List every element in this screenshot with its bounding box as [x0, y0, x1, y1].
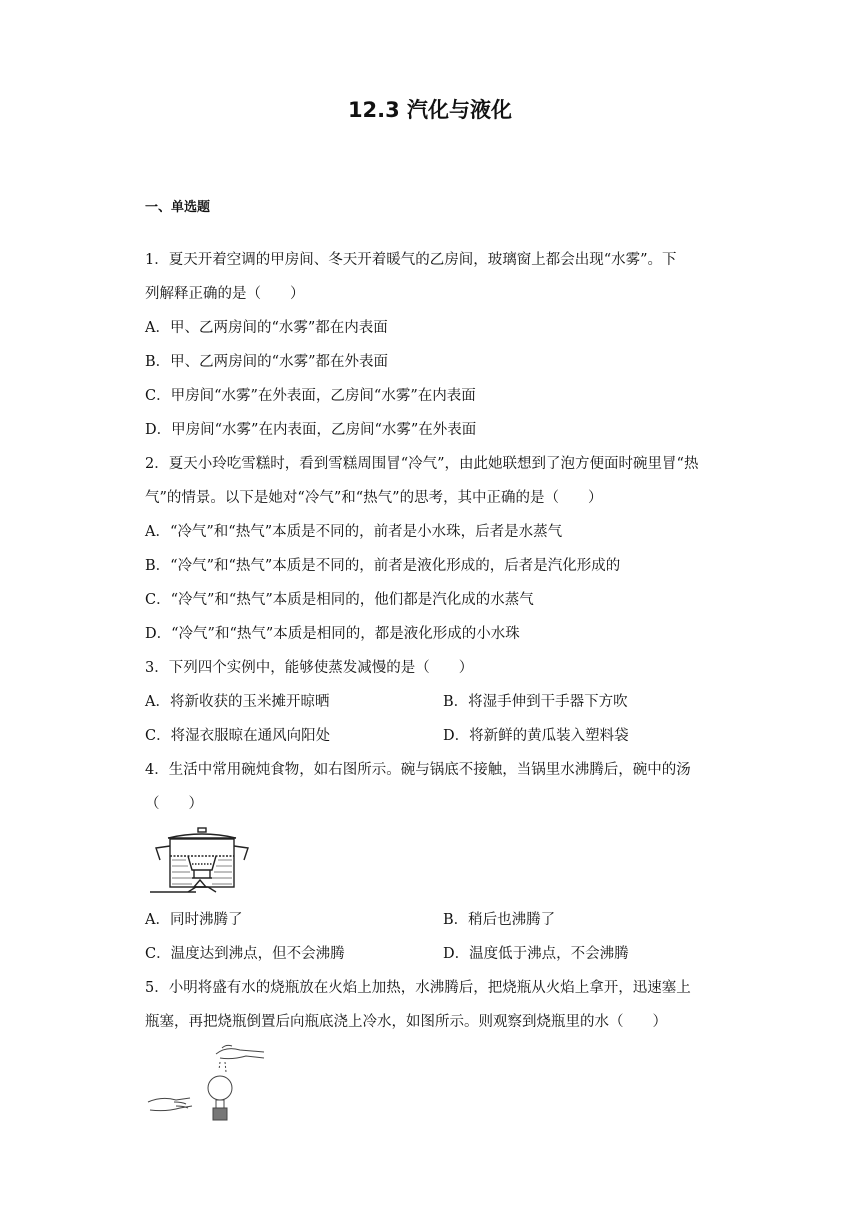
page-title: 12.3 汽化与液化: [347, 98, 513, 122]
question-5-stem-line-1: 5．小明将盛有水的烧瓶放在火焰上加热，水沸腾后，把烧瓶从火焰上拿开，迅速塞上: [145, 980, 691, 996]
section-heading: 一、单选题: [145, 200, 211, 215]
question-3-option-b: B．将湿手伸到干手器下方吹: [443, 694, 628, 710]
question-3-option-c: C．将湿衣服晾在通风向阳处: [145, 728, 331, 744]
question-2-stem-line-2: 气”的情景。以下是她对“冷气”和“热气”的思考，其中正确的是（ ）: [145, 490, 603, 506]
question-3-stem: 3．下列四个实例中，能够使蒸发减慢的是（ ）: [145, 660, 474, 676]
question-1-option-d: D．甲房间“水雾”在内表面，乙房间“水雾”在外表面: [145, 422, 477, 438]
flask-cold-water-illustration: [146, 1040, 270, 1122]
question-2-stem-line-1: 2．夏天小玲吃雪糕时，看到雪糕周围冒“冷气”，由此她联想到了泡方便面时碗里冒“热: [145, 456, 699, 472]
question-1-option-b: B．甲、乙两房间的“水雾”都在外表面: [145, 354, 388, 370]
question-4-option-c: C．温度达到沸点，但不会沸腾: [145, 946, 345, 962]
question-3-option-d: D．将新鲜的黄瓜装入塑料袋: [443, 728, 629, 744]
pot-and-bowl-illustration: [148, 826, 258, 896]
question-3-option-a: A．将新收获的玉米摊开晾晒: [145, 694, 330, 710]
question-1-stem-line-2: 列解释正确的是（ ）: [145, 286, 305, 302]
question-1-option-a: A．甲、乙两房间的“水雾”都在内表面: [145, 320, 388, 336]
question-4-stem-line-1: 4．生活中常用碗炖食物，如右图所示。碗与锅底不接触，当锅里水沸腾后，碗中的汤: [145, 762, 691, 778]
question-1-stem-line-1: 1．夏天开着空调的甲房间、冬天开着暖气的乙房间，玻璃窗上都会出现“水雾”。下: [145, 252, 677, 268]
question-2-option-b: B．“冷气”和“热气”本质是不同的，前者是液化形成的，后者是汽化形成的: [145, 558, 621, 574]
question-2-option-d: D．“冷气”和“热气”本质是相同的，都是液化形成的小水珠: [145, 626, 520, 642]
question-2-option-a: A．“冷气”和“热气”本质是不同的，前者是小水珠，后者是水蒸气: [145, 524, 563, 540]
question-5-stem-line-2: 瓶塞，再把烧瓶倒置后向瓶底浇上冷水，如图所示。则观察到烧瓶里的水（ ）: [145, 1014, 667, 1030]
question-4-stem-line-2: （ ）: [145, 796, 203, 812]
question-1-option-c: C．甲房间“水雾”在外表面，乙房间“水雾”在内表面: [145, 388, 476, 404]
question-4-option-a: A．同时沸腾了: [145, 912, 243, 928]
question-2-option-c: C．“冷气”和“热气”本质是相同的，他们都是汽化成的水蒸气: [145, 592, 534, 608]
question-4-option-b: B．稍后也沸腾了: [443, 912, 556, 928]
question-4-option-d: D．温度低于沸点，不会沸腾: [443, 946, 629, 962]
